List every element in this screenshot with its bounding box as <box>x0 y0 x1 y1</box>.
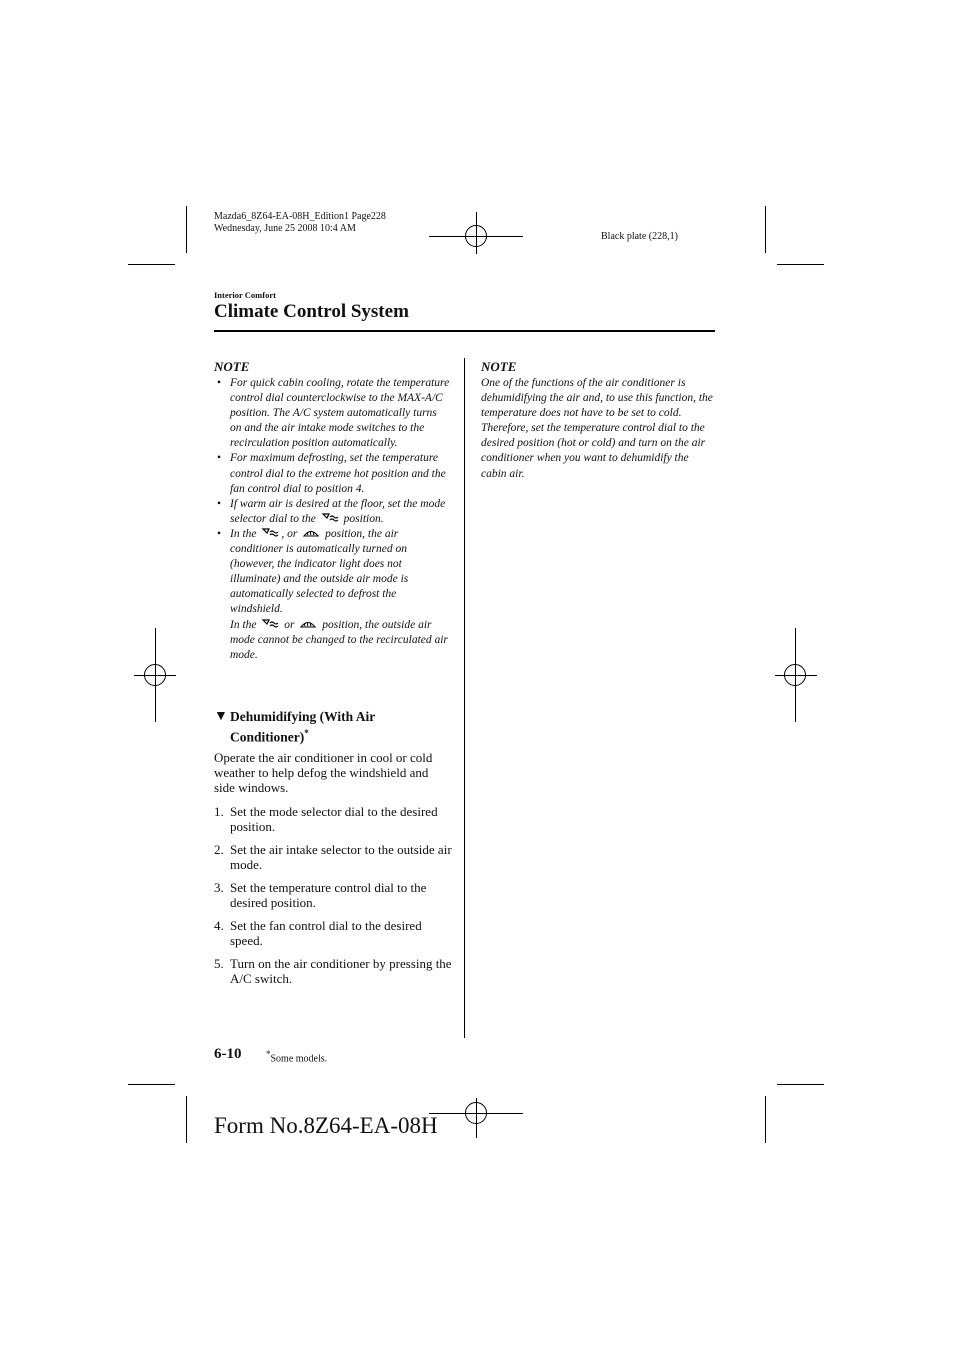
triangle-bullet-icon: ▼ <box>214 709 228 724</box>
floor-defrost-mode-icon <box>321 512 339 523</box>
left-note <box>214 359 450 663</box>
note-bullet: • In the , or position, the air conditioner is automatically turned on (however, the indicator light does not illuminate) and the outside air mode is automatically selected to defrost the windshield. In the or position, the outside air mode cannot be changed to the recirculated air mode. <box>214 527 450 663</box>
print-job-info <box>214 211 386 235</box>
dehumidify-intro: Operate the air conditioner in cool or cold weather to help defog the windshield and side windows. <box>214 750 433 795</box>
dehumidify-steps <box>214 804 452 994</box>
plate-label: Black plate (228,1) <box>601 231 678 242</box>
floor-defrost-mode-icon <box>261 618 279 629</box>
footnote: *Some models. <box>266 1049 328 1065</box>
list-item: 4. Set the fan control dial to the desired speed. <box>214 918 422 948</box>
page-number: 6-10 <box>214 1046 242 1062</box>
floor-defrost-mode-icon <box>261 527 279 538</box>
note-text: One of the functions of the air conditioner is dehumidifying the air and, to use this function, the temperature does not have to be set to cold. Therefore, set the temperature control dial to the desired position (hot or cold) and turn on the air conditioner when you want to dehumidify the cabin air. <box>481 377 713 480</box>
note-bullet: • If warm air is desired at the floor, set the mode selector dial to the position. <box>214 497 450 527</box>
dehumidify-heading: ▼ Dehumidifying (With Air Conditioner)* <box>214 709 376 745</box>
note-bullet: • For quick cabin cooling, rotate the temperature control dial counterclockwise to the MAX-A/C position. The A/C system automatically turns on and the air intake mode switches to the recirculation position automatically. <box>214 376 450 451</box>
form-number: Form No.8Z64-EA-08H <box>214 1113 438 1138</box>
right-note <box>481 359 717 482</box>
note-title: NOTE <box>481 359 517 374</box>
print-job-line2: Wednesday, June 25 2008 10:4 AM <box>214 223 356 234</box>
section-label: Interior Comfort <box>214 290 276 300</box>
title-rule <box>214 330 715 332</box>
windshield-defrost-icon <box>299 618 317 629</box>
list-item: 5. Turn on the air conditioner by pressing the A/C switch. <box>214 956 452 986</box>
list-item: 3. Set the temperature control dial to the desired position. <box>214 880 427 910</box>
windshield-defrost-icon <box>302 527 320 538</box>
list-item: 1. Set the mode selector dial to the desired position. <box>214 804 438 834</box>
print-job-line1: Mazda6_8Z64-EA-08H_Edition1 Page228 <box>214 211 386 222</box>
page-title: Climate Control System <box>214 301 409 322</box>
list-item: 2. Set the air intake selector to the outside air mode. <box>214 842 452 872</box>
note-bullet: • For maximum defrosting, set the temperature control dial to the extreme hot position and the fan control dial to position 4. <box>214 451 450 496</box>
note-title: NOTE <box>214 359 250 374</box>
footnote-asterisk: * <box>304 728 309 738</box>
column-divider <box>464 358 465 1038</box>
